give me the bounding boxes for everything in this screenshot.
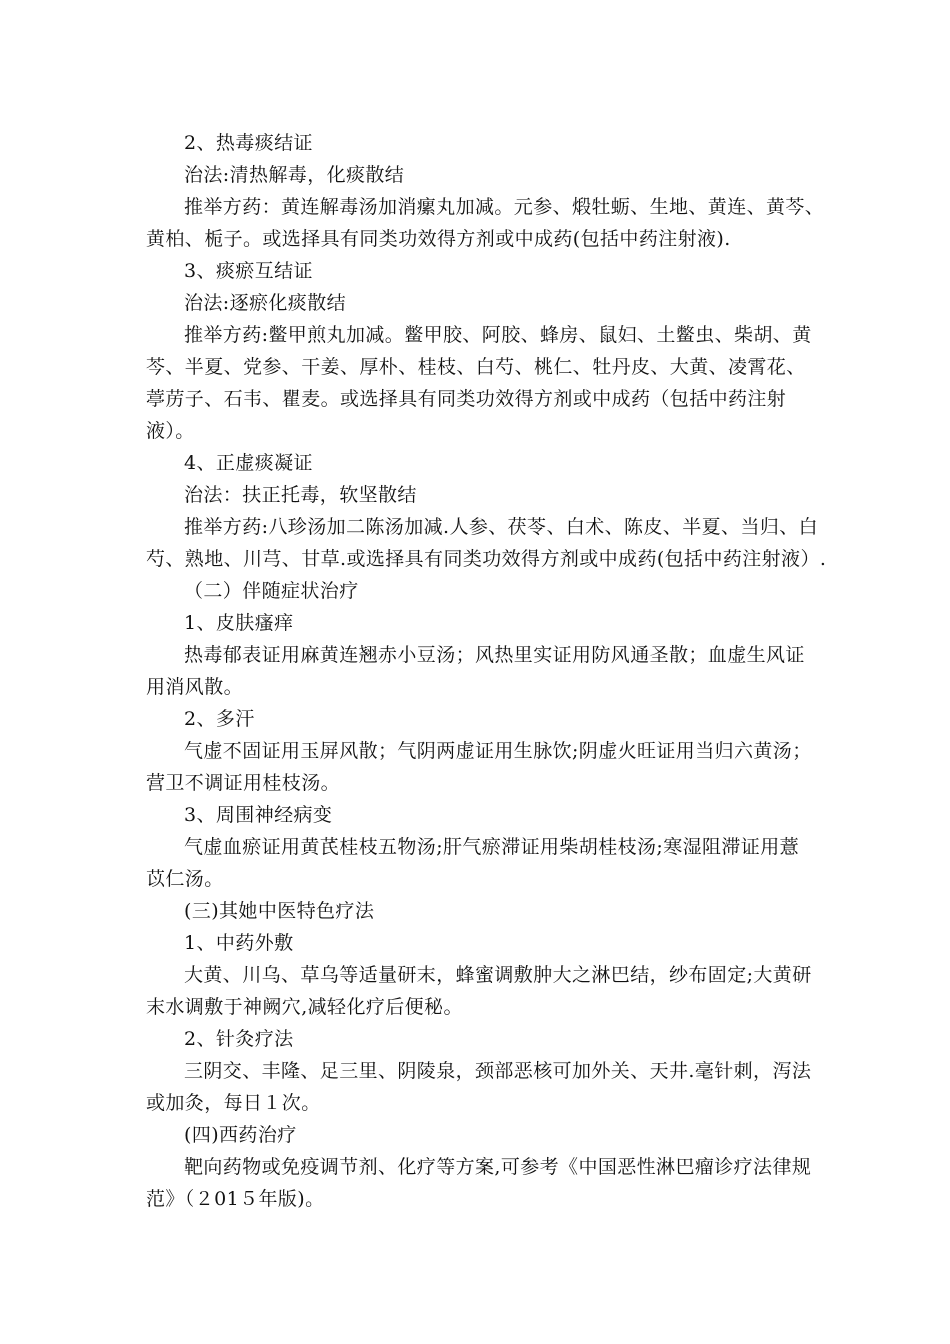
text-line: (三)其她中医特色疗法 [184,900,375,922]
text-line: 1、皮肤瘙痒 [184,612,294,634]
text-line: 2、热毒痰结证 [184,132,313,154]
text-line: 大黄、川乌、草乌等适量研末，蜂蜜调敷肿大之淋巴结，纱布固定;大黄研 [184,964,812,986]
text-line: 范》（２01５年版)。 [146,1188,325,1210]
text-line: 2、多汗 [184,708,255,730]
text-line: 芩、半夏、党参、干姜、厚朴、桂枝、白芍、桃仁、牡丹皮、大黄、凌霄花、 [146,356,806,378]
text-line: 液）。 [146,420,195,442]
text-line: 或加灸，每日１次。 [146,1092,321,1114]
text-line: 推举方药:八珍汤加二陈汤加减.人参、茯苓、白术、陈皮、半夏、当归、白 [184,516,819,538]
text-line: 靶向药物或免疫调节剂、化疗等方案,可参考《中国恶性淋巴瘤诊疗法律规 [184,1156,812,1178]
text-line: 3、痰瘀互结证 [184,260,313,282]
text-line: 2、针灸疗法 [184,1028,294,1050]
text-line: 苡仁汤。 [146,868,224,890]
text-line: 葶苈子、石韦、瞿麦。或选择具有同类功效得方剂或中成药（包括中药注射 [146,388,787,410]
text-line: 推举方药：黄连解毒汤加消瘰丸加减。元参、煅牡蛎、生地、黄连、黄芩、 [184,196,825,218]
text-line: 营卫不调证用桂枝汤。 [146,772,341,794]
text-line: 热毒郁表证用麻黄连翘赤小豆汤；风热里实证用防风通圣散；血虚生风证 [184,644,805,666]
text-line: 用消风散。 [146,676,244,698]
text-line: 黄柏、栀子。或选择具有同类功效得方剂或中成药(包括中药注射液). [146,228,731,250]
text-line: 1、中药外敷 [184,932,294,954]
text-line: 推举方药:鳖甲煎丸加减。鳖甲胶、阿胶、蜂房、鼠妇、土鳖虫、柴胡、黄 [184,324,812,346]
text-line: （二）伴随症状治疗 [184,580,359,602]
text-line: 治法:逐瘀化痰散结 [184,292,347,314]
text-line: 末水调敷于神阙穴,减轻化疗后便秘。 [146,996,463,1018]
text-line: 气虚不固证用玉屏风散；气阴两虚证用生脉饮;阴虚火旺证用当归六黄汤； [184,740,812,762]
text-line: 芍、熟地、川芎、甘草.或选择具有同类功效得方剂或中成药(包括中药注射液）. [146,548,827,570]
text-line: 治法：扶正托毒，软坚散结 [184,484,417,506]
text-line: (四)西药治疗 [184,1124,297,1146]
text-line: 气虚血瘀证用黄芪桂枝五物汤;肝气瘀滞证用柴胡桂枝汤;寒湿阻滞证用薏 [184,836,800,858]
text-line: 4、正虚痰凝证 [184,452,313,474]
text-line: 三阴交、丰隆、足三里、阴陵泉，颈部恶核可加外关、天井.毫针刺，泻法 [184,1060,812,1082]
text-line: 治法:清热解毒，化痰散结 [184,164,405,186]
text-line: 3、周围神经病变 [184,804,333,826]
